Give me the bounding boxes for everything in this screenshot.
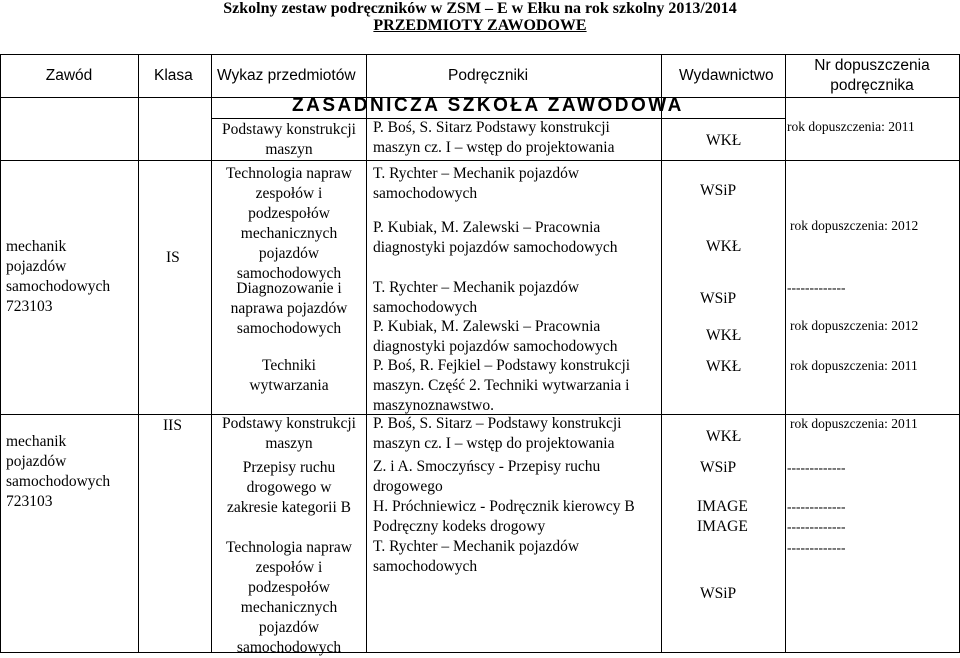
subject-cell: Technologia napraw zespołów i podzespołów mechanicznych pojazdów samochodowych <box>226 539 352 656</box>
book-entry: P. Boś, S. Sitarz – Podstawy konstrukcji maszyn cz. I – wstęp do projektowania <box>373 415 622 452</box>
table-divider <box>785 54 786 652</box>
school-name: ZASADNICZA SZKOŁA ZAWODOWA <box>292 95 684 116</box>
approval-cell: rok dopuszczenia: 2011 <box>790 358 918 373</box>
book-entry: P. Boś, S. Sitarz Podstawy konstrukcji maszyn cz. I – wstęp do projektowania <box>373 119 615 156</box>
document-title: Szkolny zestaw podręczników w ZSM – E w Ełku na rok szkolny 2013/2014 <box>223 0 737 17</box>
book-entry: Podręczny kodeks drogowy <box>373 518 546 535</box>
book-entry: P. Boś, R. Fejkiel – Podstawy konstrukcji maszyn. Część 2. Techniki wytwarzania i maszynoznawstwo. <box>373 357 631 414</box>
profession-cell: mechanik pojazdów samochodowych 723103 <box>6 238 111 315</box>
book-entry: P. Kubiak, M. Zalewski – Pracownia diagnostyki pojazdów samochodowych <box>373 219 618 256</box>
table-divider <box>366 54 367 652</box>
approval-cell: ------------- <box>787 519 846 534</box>
book-entry: T. Rychter – Mechanik pojazdów samochodowych <box>373 538 580 575</box>
profession-cell: mechanik pojazdów samochodowych 723103 <box>6 433 111 510</box>
subject-cell: Podstawy konstrukcji maszyn <box>222 415 356 452</box>
class-cell: IIS <box>163 417 182 434</box>
subject-cell: Techniki wytwarzania <box>249 357 329 394</box>
row-rule <box>0 160 960 161</box>
approval-cell: ------------- <box>787 460 846 475</box>
book-entry: T. Rychter – Mechanik pojazdów samochodowych <box>373 279 580 316</box>
subject-cell: Podstawy konstrukcji maszyn <box>222 121 356 158</box>
header-klasa: Klasa <box>154 67 193 84</box>
publisher-cell: WKŁ <box>706 358 742 375</box>
subject-cell: Diagnozowanie i naprawa pojazdów samochodowych <box>230 280 348 337</box>
approval-cell: rok dopuszczenia: 2011 <box>790 416 918 431</box>
header-wydawnictwo: Wydawnictwo <box>679 67 774 84</box>
book-entry: Z. i A. Smoczyńscy - Przepisy ruchu drogowego <box>373 458 601 495</box>
publisher-cell: IMAGE <box>697 518 748 535</box>
table-divider <box>661 54 662 652</box>
approval-cell: ------------- <box>787 280 846 295</box>
approval-cell: ------------- <box>787 540 846 555</box>
header-wykaz: Wykaz przedmiotów <box>217 67 356 84</box>
header-podreczniki: Podręczniki <box>448 67 529 84</box>
book-entry: T. Rychter – Mechanik pojazdów samochodowych <box>373 165 580 202</box>
publisher-cell: WKŁ <box>706 327 742 344</box>
subject-cell: Technologia napraw zespołów i podzespołów mechanicznych pojazdów samochodowych <box>226 165 352 282</box>
book-entry: P. Kubiak, M. Zalewski – Pracownia diagnostyki pojazdów samochodowych <box>373 318 618 355</box>
header-nr-dopuszczenia: Nr dopuszczenia podręcznika <box>814 57 930 94</box>
table-divider <box>138 54 139 652</box>
publisher-cell: WSiP <box>700 182 737 199</box>
book-entry: H. Próchniewicz - Podręcznik kierowcy B <box>373 498 635 515</box>
document-subtitle: PRZEDMIOTY ZAWODOWE <box>373 17 587 34</box>
publisher-cell: WSiP <box>700 290 737 307</box>
publisher-cell: WKŁ <box>706 428 742 445</box>
approval-cell: ------------- <box>787 499 846 514</box>
publisher-cell: WSiP <box>700 585 737 602</box>
publisher-cell: WKŁ <box>706 132 742 149</box>
publisher-cell: WKŁ <box>706 238 742 255</box>
approval-cell: rok dopuszczenia: 2012 <box>790 218 919 233</box>
approval-cell: rok dopuszczenia: 2012 <box>790 318 919 333</box>
header-zawod: Zawód <box>45 67 93 84</box>
publisher-cell: WSiP <box>700 459 737 476</box>
publisher-cell: IMAGE <box>697 498 748 515</box>
class-cell: IS <box>166 249 180 266</box>
subject-cell: Przepisy ruchu drogowego w zakresie kategorii B <box>227 459 351 516</box>
approval-cell: rok dopuszczenia: 2011 <box>787 119 915 134</box>
